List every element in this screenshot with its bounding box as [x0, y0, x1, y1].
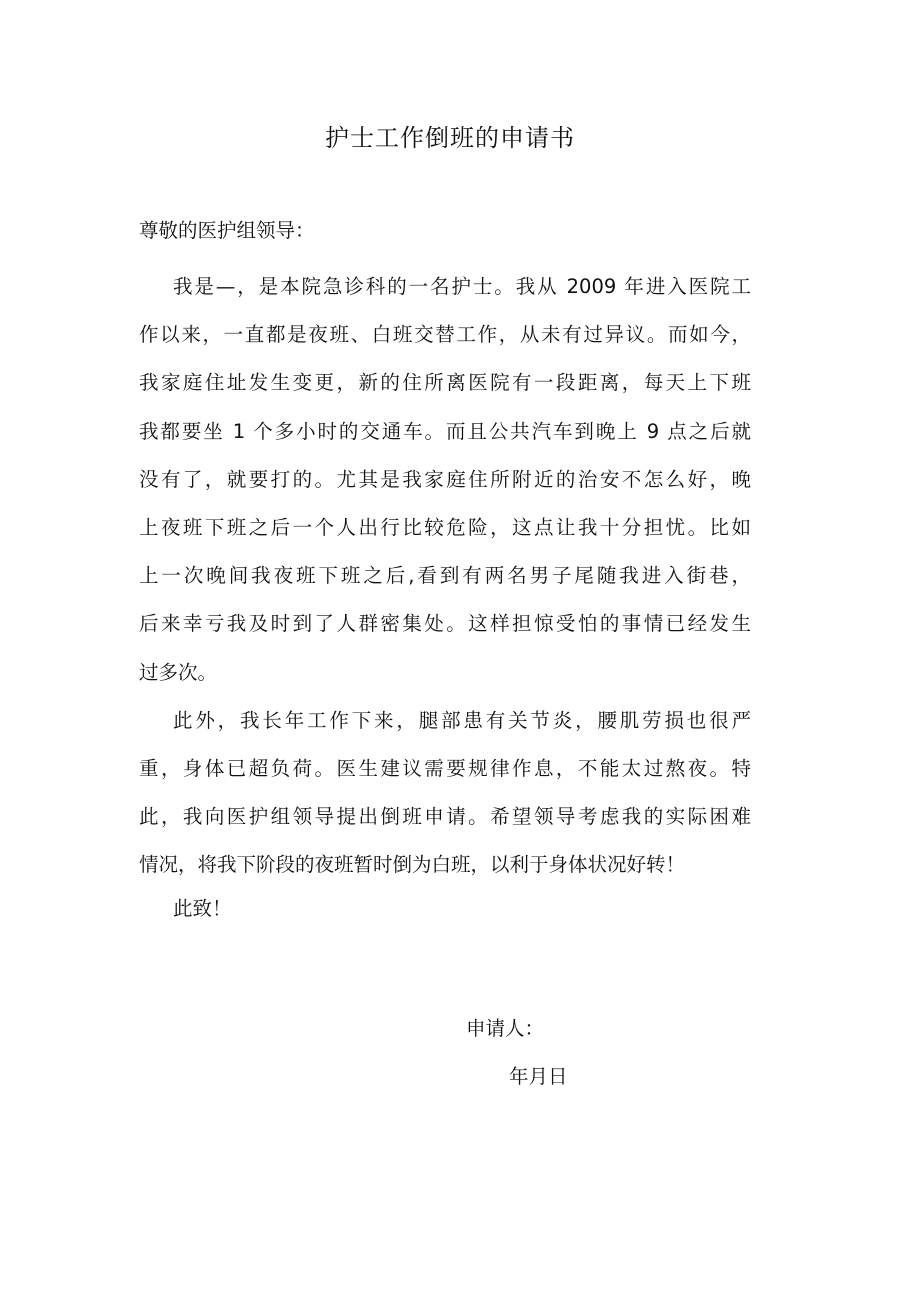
text-line: 后来幸亏我及时到了人群密集处。这样担惊受怕的事情已经发生: [139, 612, 751, 636]
text-line: 没有了，就要打的。尤其是我家庭住所附近的治安不怎么好，晚: [139, 467, 751, 491]
paragraph-2: [139, 697, 751, 890]
text-line: 过多次。: [139, 660, 218, 684]
text-line: 我家庭住址发生变更，新的住所离医院有一段距离，每天上下班: [139, 371, 751, 395]
text-line: 上一次晚间我夜班下班之后,看到有两名男子尾随我进入街巷，: [139, 564, 751, 588]
document-title: 护士工作倒班的申请书: [325, 124, 575, 152]
applicant-label: 申请人：: [466, 1017, 545, 1040]
paragraph-1: [139, 263, 751, 697]
closing-remark: 此致！: [173, 897, 232, 920]
text-line: 我是—，是本院急诊科的一名护士。我从 2009 年进入医院工: [173, 275, 751, 298]
text-line: 此外，我长年工作下来，腿部患有关节炎，腰肌劳损也很严: [173, 708, 751, 732]
text-line: 情况，将我下阶段的夜班暂时倒为白班，以利于身体状况好转！: [139, 853, 686, 877]
text-line: 作以来，一直都是夜班、白班交替工作，从未有过异议。而如今，: [139, 323, 751, 347]
date-label: 年月日: [509, 1065, 568, 1088]
text-line: 重，身体已超负荷。医生建议需要规律作息，不能太过熬夜。特: [139, 757, 751, 781]
text-line: 此，我向医护组领导提出倒班申请。希望领导考虑我的实际困难: [139, 805, 751, 829]
salutation: 尊敬的医护组领导：: [139, 219, 315, 242]
text-line: 我都要坐 1 个多小时的交通车。而且公共汽车到晚上 9 点之后就: [139, 419, 751, 443]
letter-body: [139, 263, 751, 890]
text-line: 上夜班下班之后一个人出行比较危险，这点让我十分担忧。比如: [139, 516, 751, 540]
